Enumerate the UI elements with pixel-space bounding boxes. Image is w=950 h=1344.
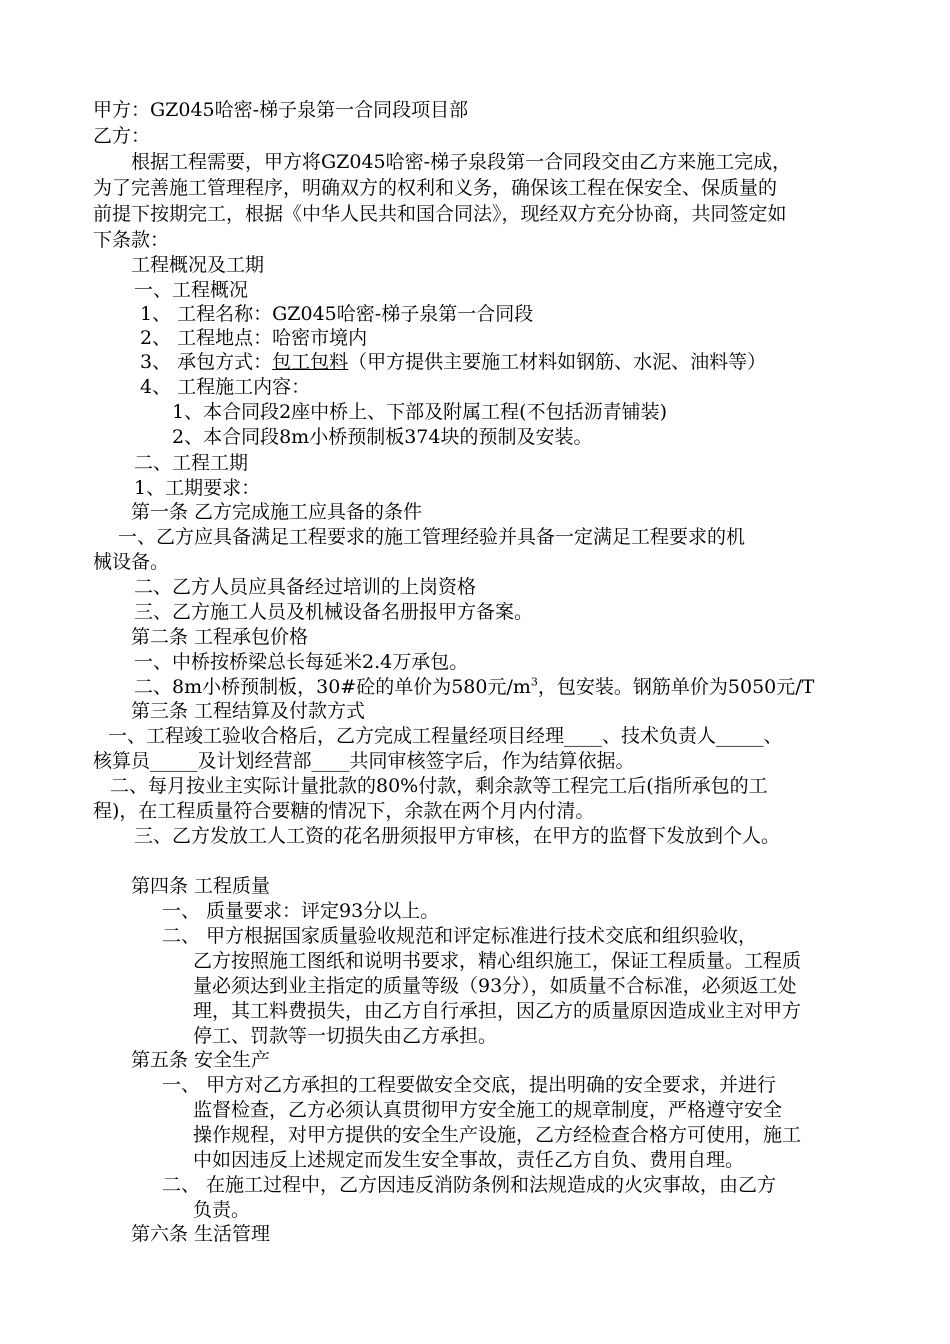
price-line-suffix: ，包安装。钢筋单价为5050元/T bbox=[537, 676, 815, 698]
article-1-para-1a: 一、乙方应具备满足工程要求的施工管理经验并具备一定满足工程要求的机 bbox=[118, 526, 746, 548]
intro-line-1: 根据工程需要，甲方将GZ045哈密-梯子泉段第一合同段交由乙方来施工完成， bbox=[131, 151, 792, 173]
article-2-title: 第二条 工程承包价格 bbox=[131, 626, 309, 648]
article-6-title: 第六条 生活管理 bbox=[131, 1223, 271, 1245]
price-line-prefix: 二、8m小桥预制板，30#砼的单价为580元/m bbox=[134, 676, 531, 698]
article-2-para-1: 一、中桥按桥梁总长每延米2.4万承包。 bbox=[134, 651, 469, 673]
article-5-para-1b: 监督检查，乙方必须认真贯彻甲方安全施工的规章制度，严格遵守安全 bbox=[193, 1099, 783, 1121]
overview-item-4: 4、 工程施工内容： bbox=[140, 376, 311, 398]
article-3-para-2a: 二、每月按业主实际计量批款的80%付款，剩余款等工程完工后(指所承包的工 bbox=[110, 775, 768, 797]
party-a-line: 甲方：GZ045哈密-梯子泉第一合同段项目部 bbox=[93, 99, 469, 121]
item-3-suffix: （甲方提供主要施工材料如钢筋、水泥、油料等） bbox=[348, 351, 767, 373]
cubic-superscript: 3 bbox=[530, 675, 538, 689]
item-3-prefix: 3、 承包方式： bbox=[140, 351, 273, 373]
contract-mode-underlined: 包工包料 bbox=[272, 351, 349, 373]
schedule-requirement: 1、工期要求： bbox=[134, 477, 261, 499]
article-4-para-1: 一、 质量要求：评定93分以上。 bbox=[162, 900, 440, 922]
article-3-para-3: 三、乙方发放工人工资的花名册须报甲方审核，在甲方的监督下发放到个人。 bbox=[134, 825, 781, 847]
overview-title: 工程概况及工期 bbox=[131, 254, 265, 276]
intro-line-3: 前提下按期完工，根据《中华人民共和国合同法》，现经双方充分协商，共同签定如 bbox=[93, 203, 787, 225]
party-b-line: 乙方： bbox=[93, 125, 151, 147]
overview-item-4-2: 2、本合同段8m小桥预制板374块的预制及安装。 bbox=[172, 426, 593, 448]
article-2-para-2 bbox=[134, 675, 814, 699]
article-5-para-2b: 负责。 bbox=[193, 1199, 251, 1221]
article-4-para-2d: 理，其工料费损失，由乙方自行承担，因乙方的质量原因造成业主对甲方 bbox=[193, 1000, 802, 1022]
article-5-para-1a: 一、 甲方对乙方承担的工程要做安全交底，提出明确的安全要求，并进行 bbox=[162, 1074, 777, 1096]
overview-item-1: 1、 工程名称：GZ045哈密-梯子泉第一合同段 bbox=[140, 303, 534, 325]
overview-item-4-1: 1、本合同段2座中桥上、下部及附属工程(不包括沥青铺装) bbox=[172, 401, 668, 423]
article-3-para-1b: 核算员_____及计划经营部____共同审核签字后，作为结算依据。 bbox=[93, 750, 635, 772]
article-4-para-2c: 量必须达到业主指定的质量等级（93分），如质量不合标准，必须返工处 bbox=[193, 975, 797, 997]
article-1-para-2: 二、乙方人员应具备经过培训的上岗资格 bbox=[134, 576, 477, 598]
intro-line-2: 为了完善施工管理程序，明确双方的权利和义务，确保该工程在保安全、保质量的 bbox=[93, 177, 778, 199]
article-4-para-2e: 停工、罚款等一切损失由乙方承担。 bbox=[193, 1025, 498, 1047]
overview-section-2: 二、工程工期 bbox=[134, 452, 249, 474]
article-1-title: 第一条 乙方完成施工应具备的条件 bbox=[131, 501, 423, 523]
overview-item-3 bbox=[140, 350, 766, 374]
article-3-title: 第三条 工程结算及付款方式 bbox=[131, 700, 366, 722]
article-3-para-1a: 一、工程竣工验收合格后，乙方完成工程量经项目经理____、技术负责人_____、 bbox=[108, 725, 783, 747]
overview-section-1: 一、工程概况 bbox=[134, 279, 249, 301]
article-4-title: 第四条 工程质量 bbox=[131, 875, 271, 897]
article-5-para-1c: 操作规程，对甲方提供的安全生产设施，乙方经检查合格方可使用，施工 bbox=[193, 1124, 802, 1146]
article-5-para-2a: 二、 在施工过程中，乙方因违反消防条例和法规造成的火灾事故，由乙方 bbox=[162, 1174, 777, 1196]
intro-line-4: 下条款： bbox=[93, 229, 170, 251]
article-5-title: 第五条 安全生产 bbox=[131, 1049, 271, 1071]
article-1-para-3: 三、乙方施工人员及机械设备名册报甲方备案。 bbox=[134, 601, 534, 623]
article-4-para-2b: 乙方按照施工图纸和说明书要求，精心组织施工，保证工程质量。工程质 bbox=[193, 950, 802, 972]
article-1-para-1b: 械设备。 bbox=[93, 551, 170, 573]
overview-item-2: 2、 工程地点：哈密市境内 bbox=[140, 327, 368, 349]
article-3-para-2b: 程)，在工程质量符合要糖的情况下，余款在两个月内付清。 bbox=[93, 800, 595, 822]
article-4-para-2a: 二、 甲方根据国家质量验收规范和评定标准进行技术交底和组织验收， bbox=[162, 925, 758, 947]
article-5-para-1d: 中如因违反上述规定而发生安全事故，责任乙方自负、费用自理。 bbox=[193, 1149, 745, 1171]
